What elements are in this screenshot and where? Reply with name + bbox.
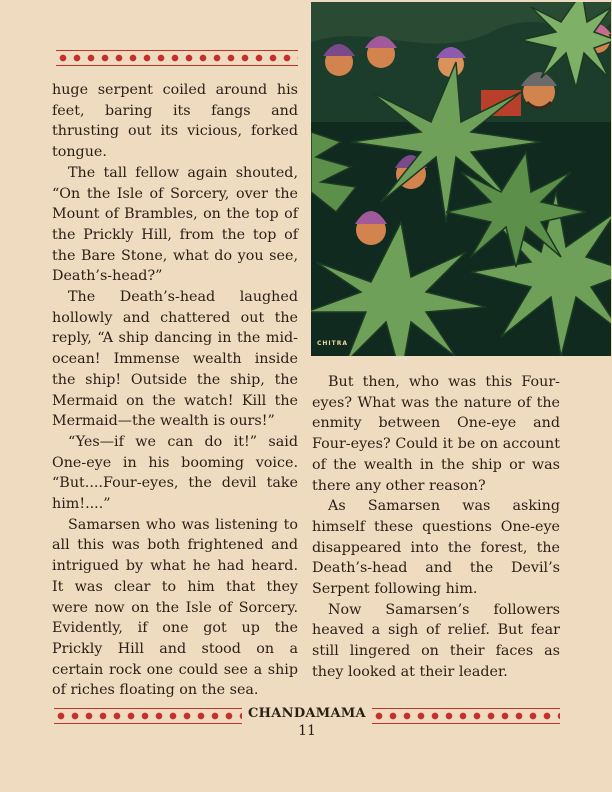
jungle-illustration [311,2,611,356]
paragraph: The Death’s-head laughed hollowly and chattered out the reply, “A ship dancing in the mid-ocean! Immense wealth inside the ship! Outside the ship, the Mermaid on the watch! Kill the Mermaid—the wealth is ours!” [52,289,298,430]
top-decorative-border [56,50,298,66]
artist-signature: CHITRA [317,340,349,347]
bottom-decorative-border-left [54,708,242,724]
right-text-column [312,372,560,683]
paragraph: huge serpent coiled around his feet, baring its fangs and thrusting out its vicious, forked tongue. [52,82,298,161]
page-number: 11 [298,723,316,739]
paragraph: Now Samarsen’s followers heaved a sigh of relief. But fear still lingered on their faces as they looked at their leader. [312,601,560,680]
paragraph: “Yes—if we can do it!” said One-eye in his booming voice. “But....Four-eyes, the devil take him!....” [52,433,298,513]
bottom-decorative-border-right [372,708,560,724]
left-text-column [52,80,298,701]
paragraph: Samarsen who was listening to all this was both frightened and intrigued by what he had heard. It was clear to him that they were now on the Isle of Sorcery. Evidently, if one got up the Prickly Hill and stood on a certain rock one could see a ship of riches floating on the sea. [52,516,298,699]
paragraph: But then, who was this Four-eyes? What was the nature of the enmity between One-eye and Four-eyes? Could it be on account of the wealth in the ship or was there any other reason? [312,374,560,494]
paragraph: The tall fellow again shouted, “On the Isle of Sorcery, over the Mount of Brambles, on the top of the Prickly Hill, from the top of the Bare Stone, what do you see, Death’s-head?” [52,164,298,285]
jungle-scene [311,2,611,356]
magazine-name: CHANDAMAMA [248,706,366,721]
paragraph: As Samarsen was asking himself these questions One-eye disappeared into the forest, the Death’s-head and the Devil’s Serpent following him. [312,498,560,598]
